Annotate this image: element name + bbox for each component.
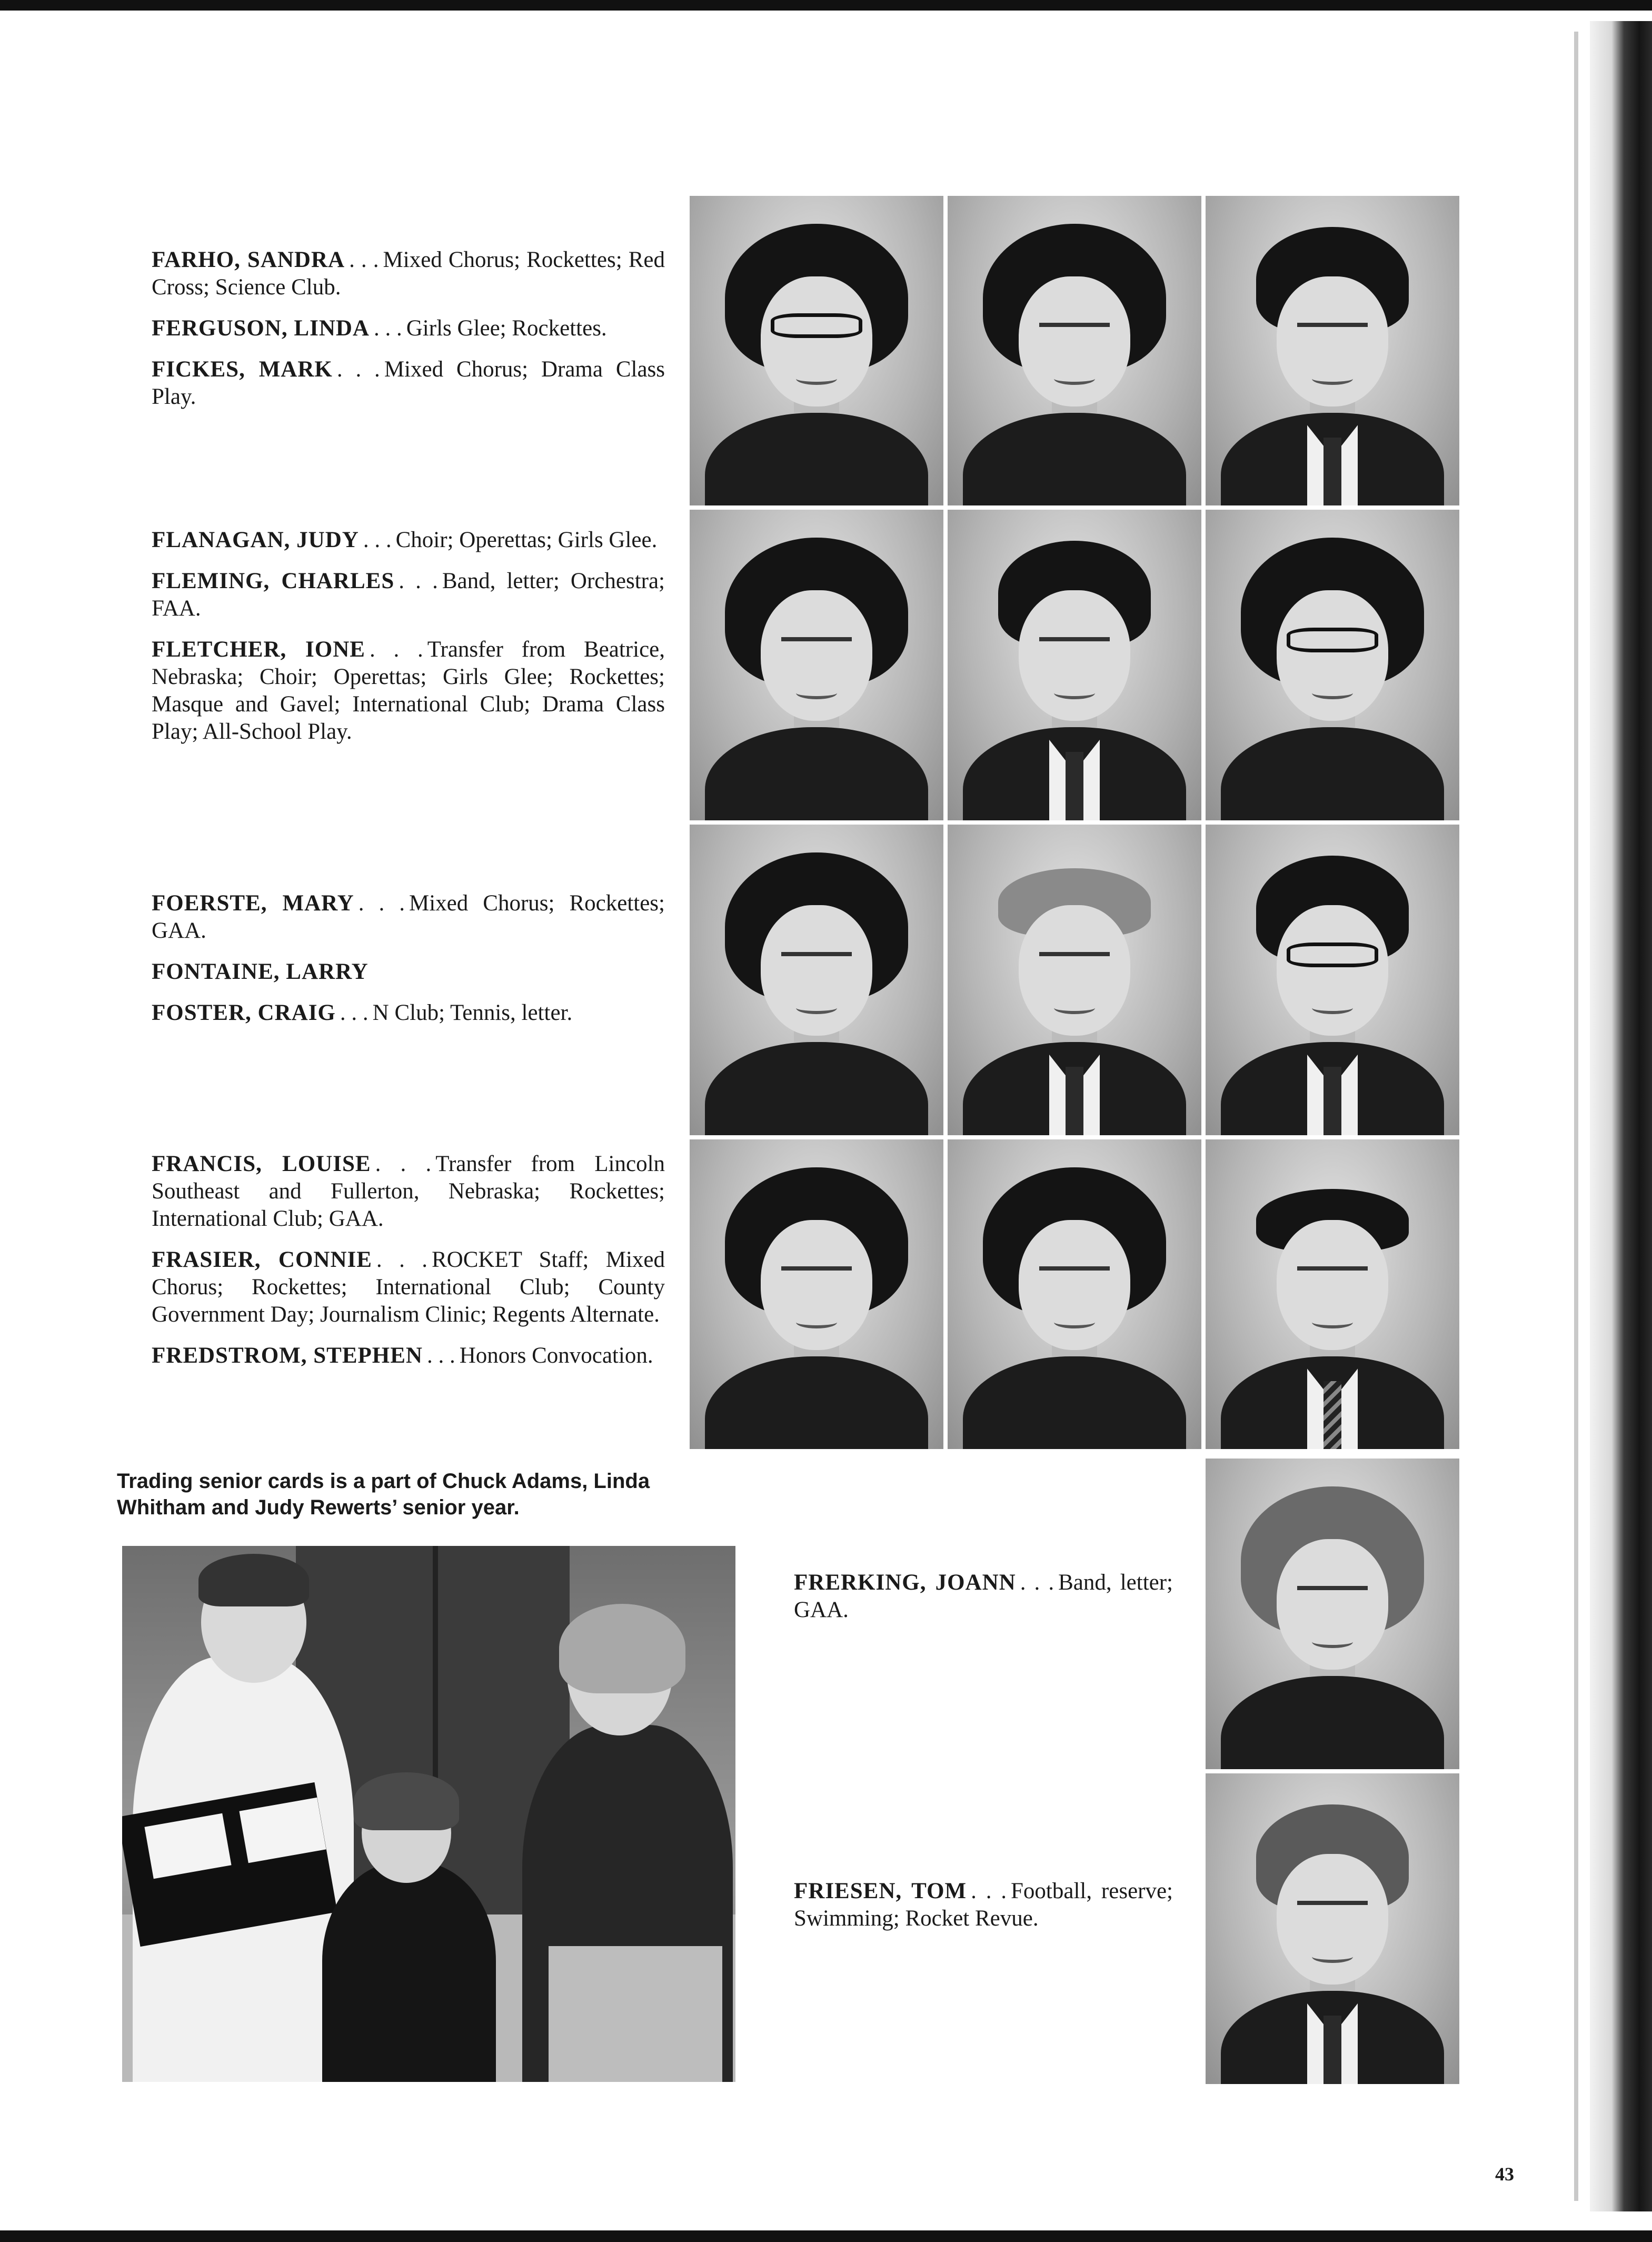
entry-separator: . . .	[349, 247, 379, 272]
page-number: 43	[1495, 2164, 1514, 2185]
senior-name: FRANCIS, LOUISE	[152, 1152, 371, 1176]
activities: Band, letter; Orchestra; FAA.	[152, 569, 665, 621]
candid-group-photo	[122, 1546, 735, 2082]
portrait-eyes	[1297, 1266, 1368, 1280]
portrait-mouth	[1312, 1316, 1352, 1328]
senior-group-3	[152, 890, 665, 1040]
activities: Mixed Chorus; Rockettes; GAA.	[152, 891, 665, 943]
portrait-frasier-connie	[948, 1139, 1201, 1449]
senior-name: FOERSTE, MARY	[152, 891, 354, 916]
portrait-face	[761, 905, 872, 1036]
senior-name: FREDSTROM, STEPHEN	[152, 1343, 423, 1368]
portrait-face	[1019, 1220, 1130, 1350]
portrait-mouth	[1312, 1950, 1352, 1963]
senior-entry	[152, 527, 665, 554]
senior-name: FRASIER, CONNIE	[152, 1247, 372, 1272]
portrait-fredstrom-stephen	[1206, 1139, 1459, 1449]
portrait-face	[1019, 905, 1130, 1036]
senior-entry	[152, 1342, 665, 1370]
senior-entry	[152, 568, 665, 622]
senior-name: FLANAGAN, JUDY	[152, 528, 359, 552]
senior-entry	[152, 958, 665, 986]
senior-name: FARHO, SANDRA	[152, 247, 345, 272]
portrait-eyes	[1297, 1901, 1368, 1914]
senior-name: FOSTER, CRAIG	[152, 1000, 336, 1025]
activities: Girls Glee; Rockettes.	[406, 316, 607, 341]
portrait-face	[761, 1220, 872, 1350]
portrait-foerste-mary	[690, 825, 943, 1135]
portrait-mouth	[796, 372, 837, 385]
portrait-mouth	[796, 687, 837, 699]
entry-separator: . . .	[1020, 1570, 1054, 1595]
portrait-face	[1277, 276, 1388, 406]
entry-separator: . . .	[336, 357, 380, 382]
activities: Football, reserve; Swimming; Rocket Revue.	[794, 1879, 1173, 1931]
portrait-tie	[1066, 752, 1083, 820]
entry-separator: . . .	[340, 1000, 369, 1025]
senior-name: FRERKING, JOANN	[794, 1570, 1016, 1595]
portrait-eyes	[1039, 952, 1110, 966]
entry-separator: . . .	[375, 1152, 432, 1176]
portrait-flanagan-judy	[690, 510, 943, 820]
portrait-tie	[1323, 438, 1341, 505]
portrait-eyes	[781, 952, 852, 966]
senior-name: FONTAINE, LARRY	[152, 959, 369, 984]
activities: Honors Convocation.	[459, 1343, 653, 1368]
senior-entry	[152, 315, 665, 342]
portrait-tie	[1323, 1381, 1341, 1449]
portrait-mouth	[1054, 372, 1094, 385]
photo-caption: Trading senior cards is a part of Chuck Adams, Linda Whitham and Judy Rewerts’ senior year.	[117, 1470, 650, 1519]
senior-entry	[152, 1150, 665, 1233]
photo-person-skirt	[549, 1946, 722, 2082]
portrait-tie	[1066, 1067, 1083, 1135]
bottom-border	[0, 2230, 1652, 2242]
senior-group-1	[152, 246, 665, 424]
portrait-face	[1277, 1539, 1388, 1670]
senior-entry	[152, 246, 665, 301]
portrait-face	[761, 276, 872, 406]
senior-entry	[152, 356, 665, 411]
senior-entry	[794, 1569, 1173, 1624]
entry-separator: . . .	[426, 1343, 455, 1368]
portrait-mouth	[1054, 687, 1094, 699]
portrait-friesen-tom	[1206, 1773, 1459, 2084]
entry-separator: . . .	[399, 569, 438, 593]
portrait-mouth	[1312, 687, 1352, 699]
senior-name: FICKES, MARK	[152, 357, 333, 382]
senior-entry-frerking	[794, 1569, 1173, 1638]
portrait-eyes	[1039, 1266, 1110, 1280]
senior-group-2	[152, 527, 665, 759]
portrait-eyes	[1297, 323, 1368, 336]
senior-name: FRIESEN, TOM	[794, 1879, 967, 1903]
portrait-mouth	[1312, 1001, 1352, 1014]
portrait-francis-louise	[690, 1139, 943, 1449]
portrait-eyes	[781, 637, 852, 651]
portrait-face	[1019, 276, 1130, 406]
entry-separator: . . .	[374, 316, 402, 341]
activities: Choir; Operettas; Girls Glee.	[395, 528, 658, 552]
portrait-mouth	[796, 1001, 837, 1014]
activities: N Club; Tennis, letter.	[372, 1000, 573, 1025]
senior-group-4	[152, 1150, 665, 1383]
senior-name: FLEMING, CHARLES	[152, 569, 395, 593]
photo-person-hair	[559, 1604, 685, 1693]
entry-separator: . . .	[971, 1879, 1007, 1903]
activities: Transfer from Beatrice, Nebraska; Choir; Operettas; Girls Glee; Rockettes; Masque and Gavel; International Club; Drama Class Play; All-School Play.	[152, 637, 665, 744]
portrait-eyes	[1039, 323, 1110, 336]
senior-entry	[152, 1246, 665, 1328]
portrait-eyes	[1297, 1586, 1368, 1600]
photo-person-hair	[198, 1554, 309, 1606]
portrait-fletcher-ione	[1206, 510, 1459, 820]
portrait-fickes-mark	[1206, 196, 1459, 505]
glasses	[771, 313, 862, 338]
portrait-ferguson-linda	[948, 196, 1201, 505]
activities: Mixed Chorus; Rockettes; Red Cross; Science Club.	[152, 247, 665, 300]
senior-entry	[152, 999, 665, 1027]
portrait-face	[1019, 590, 1130, 721]
activities: ROCKET Staff; Mixed Chorus; Rockettes; International Club; County Government Day; Journalism Clinic; Regents Alternate.	[152, 1247, 665, 1327]
portrait-fontaine-larry	[948, 825, 1201, 1135]
senior-name: FLETCHER, IONE	[152, 637, 365, 662]
portrait-mouth	[796, 1316, 837, 1328]
portrait-foster-craig	[1206, 825, 1459, 1135]
portrait-face	[1277, 1220, 1388, 1350]
entry-separator: . . .	[369, 637, 423, 662]
entry-separator: . . .	[376, 1247, 427, 1272]
book-spine	[1590, 21, 1652, 2211]
portrait-mouth	[1312, 1635, 1352, 1648]
portrait-face	[761, 590, 872, 721]
photo-person-hair	[354, 1772, 459, 1830]
portrait-eyes	[781, 1266, 852, 1280]
portrait-face	[1277, 1854, 1388, 1985]
entry-separator	[369, 959, 377, 984]
portrait-face	[1277, 905, 1388, 1036]
portrait-tie	[1323, 1067, 1341, 1135]
senior-entry	[794, 1878, 1173, 1932]
entry-separator: . . .	[363, 528, 392, 552]
photo-person-seated	[322, 1862, 496, 2082]
page-edge	[1574, 32, 1578, 2201]
activities: Band, letter; GAA.	[794, 1570, 1173, 1622]
portrait-farho-sandra	[690, 196, 943, 505]
portrait-mouth	[1054, 1316, 1094, 1328]
portrait-mouth	[1312, 372, 1352, 385]
activities: Mixed Chorus; Drama Class Play.	[152, 357, 665, 409]
senior-name: FERGUSON, LINDA	[152, 316, 370, 341]
portrait-face	[1277, 590, 1388, 721]
top-border	[0, 0, 1652, 11]
portrait-tie	[1323, 2016, 1341, 2084]
portrait-fleming-charles	[948, 510, 1201, 820]
senior-entry	[152, 890, 665, 945]
glasses	[1287, 943, 1378, 967]
senior-entry-friesen	[794, 1878, 1173, 1946]
entry-separator: . . .	[358, 891, 405, 916]
glasses	[1287, 628, 1378, 652]
senior-entry	[152, 636, 665, 746]
portrait-eyes	[1039, 637, 1110, 651]
portrait-mouth	[1054, 1001, 1094, 1014]
portrait-frerking-joann	[1206, 1459, 1459, 1769]
activities: Transfer from Lincoln Southeast and Fullerton, Nebraska; Rockettes; International Club; GAA.	[152, 1152, 665, 1231]
